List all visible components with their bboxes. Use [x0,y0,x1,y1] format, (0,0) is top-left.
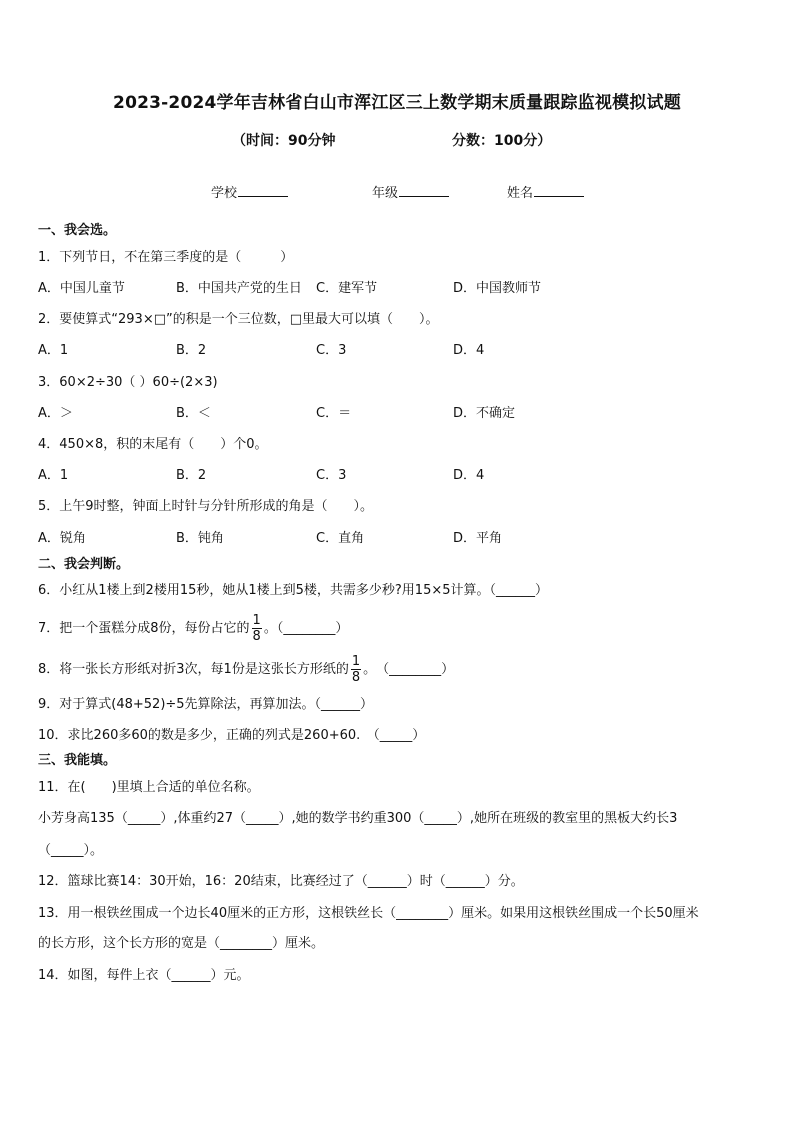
q1-option-d[interactable]: D．中国教师节 [453,281,542,296]
name-blank[interactable] [534,183,584,197]
question-5: 5．上午9时整，钟面上时针与分针所形成的角是（ ）。 [38,499,374,514]
question-12: 12．篮球比赛14：30开始，16：20结束，比赛经过了（______）时（______）分。 [38,874,524,889]
q3-option-d[interactable]: D．不确定 [453,406,516,421]
question-13-line-1: 13．用一根铁丝围成一个边长40厘米的正方形，这根铁丝长（________）厘米。如果用这根铁丝围成一个长50厘米 [38,906,699,921]
question-6: 6．小红从1楼上到2楼用15秒，她从1楼上到5楼，共需多少秒?用15×5计算。（______） [38,583,549,598]
q5-option-a[interactable]: A．锐角 [38,531,86,546]
q2-option-d[interactable]: D．4 [453,343,485,358]
question-10: 10．求比260多60的数是多少，正确的列式是260+60. （_____） [38,728,426,743]
exam-score: 分数：100分） [452,133,552,149]
section-heading-choice: 一、我会选。 [38,223,117,238]
grade-label: 年级 [372,186,399,201]
q5-option-c[interactable]: C．直角 [316,531,365,546]
q7-denominator: 8 [252,629,261,644]
q4-option-a[interactable]: A．1 [38,468,69,483]
q4-option-b[interactable]: B．2 [176,468,207,483]
question-4: 4．450×8，积的末尾有（ ）个0。 [38,437,268,452]
grade-field[interactable] [372,182,449,201]
question-1: 1．下列节日，不在第三季度的是（ ） [38,250,294,265]
school-blank[interactable] [238,183,288,197]
exam-time: （时间：90分钟 [232,133,336,149]
q4-option-c[interactable]: C．3 [316,468,347,483]
name-label: 姓名 [507,186,534,201]
q7-text-after: 。（________） [263,621,349,636]
q8-denominator: 8 [351,670,361,685]
exam-meta [0,130,794,150]
question-9: 9．对于算式(48+52)÷5先算除法，再算加法。（______） [38,697,374,712]
q8-numerator: 1 [351,654,361,669]
q3-option-c[interactable]: C．＝ [316,406,352,421]
q3-option-b[interactable]: B．＜ [176,406,211,421]
q1-option-a[interactable]: A．中国儿童节 [38,281,125,296]
q7-numerator: 1 [252,613,261,628]
q5-option-b[interactable]: B．钝角 [176,531,224,546]
name-field[interactable] [507,182,584,201]
question-7 [38,612,348,646]
q3-option-a[interactable]: A．＞ [38,406,73,421]
page-title: 2023-2024学年吉林省白山市浑江区三上数学期末质量跟踪监视模拟试题 [113,93,681,113]
q8-fraction [351,654,361,685]
student-info [0,182,794,202]
school-field[interactable] [211,182,288,201]
q8-text-before: 8．将一张长方形纸对折3次，每1份是这张长方形纸的 [38,662,349,677]
section-heading-judge: 二、我会判断。 [38,557,130,572]
q1-option-c[interactable]: C．建军节 [316,281,378,296]
question-14: 14．如图，每件上衣（______）元。 [38,968,250,983]
school-label: 学校 [211,186,238,201]
question-11-line-1: 小芳身高135（_____）,体重约27（_____）,她的数学书约重300（_____）,她所在班级的教室里的黑板大约长3 [38,811,678,826]
question-11: 11．在( )里填上合适的单位名称。 [38,780,260,795]
q8-text-after: 。 （________） [363,662,455,677]
q2-option-a[interactable]: A．1 [38,343,69,358]
q4-option-d[interactable]: D．4 [453,468,485,483]
question-11-line-2: （_____）。 [38,843,104,858]
section-heading-fill: 三、我能填。 [38,753,117,768]
question-13-line-2: 的长方形，这个长方形的宽是（________）厘米。 [38,936,325,951]
grade-blank[interactable] [399,183,449,197]
question-8 [38,653,454,687]
question-3: 3．60×2÷30（ ）60÷(2×3) [38,375,218,390]
question-2: 2．要使算式“293×□”的积是一个三位数，□里最大可以填（ ）。 [38,312,439,327]
q2-option-c[interactable]: C．3 [316,343,347,358]
q1-option-b[interactable]: B．中国共产党的生日 [176,281,302,296]
q5-option-d[interactable]: D．平角 [453,531,503,546]
q7-text-before: 7．把一个蛋糕分成8份，每份占它的 [38,621,250,636]
q2-option-b[interactable]: B．2 [176,343,207,358]
q7-fraction [252,613,262,644]
